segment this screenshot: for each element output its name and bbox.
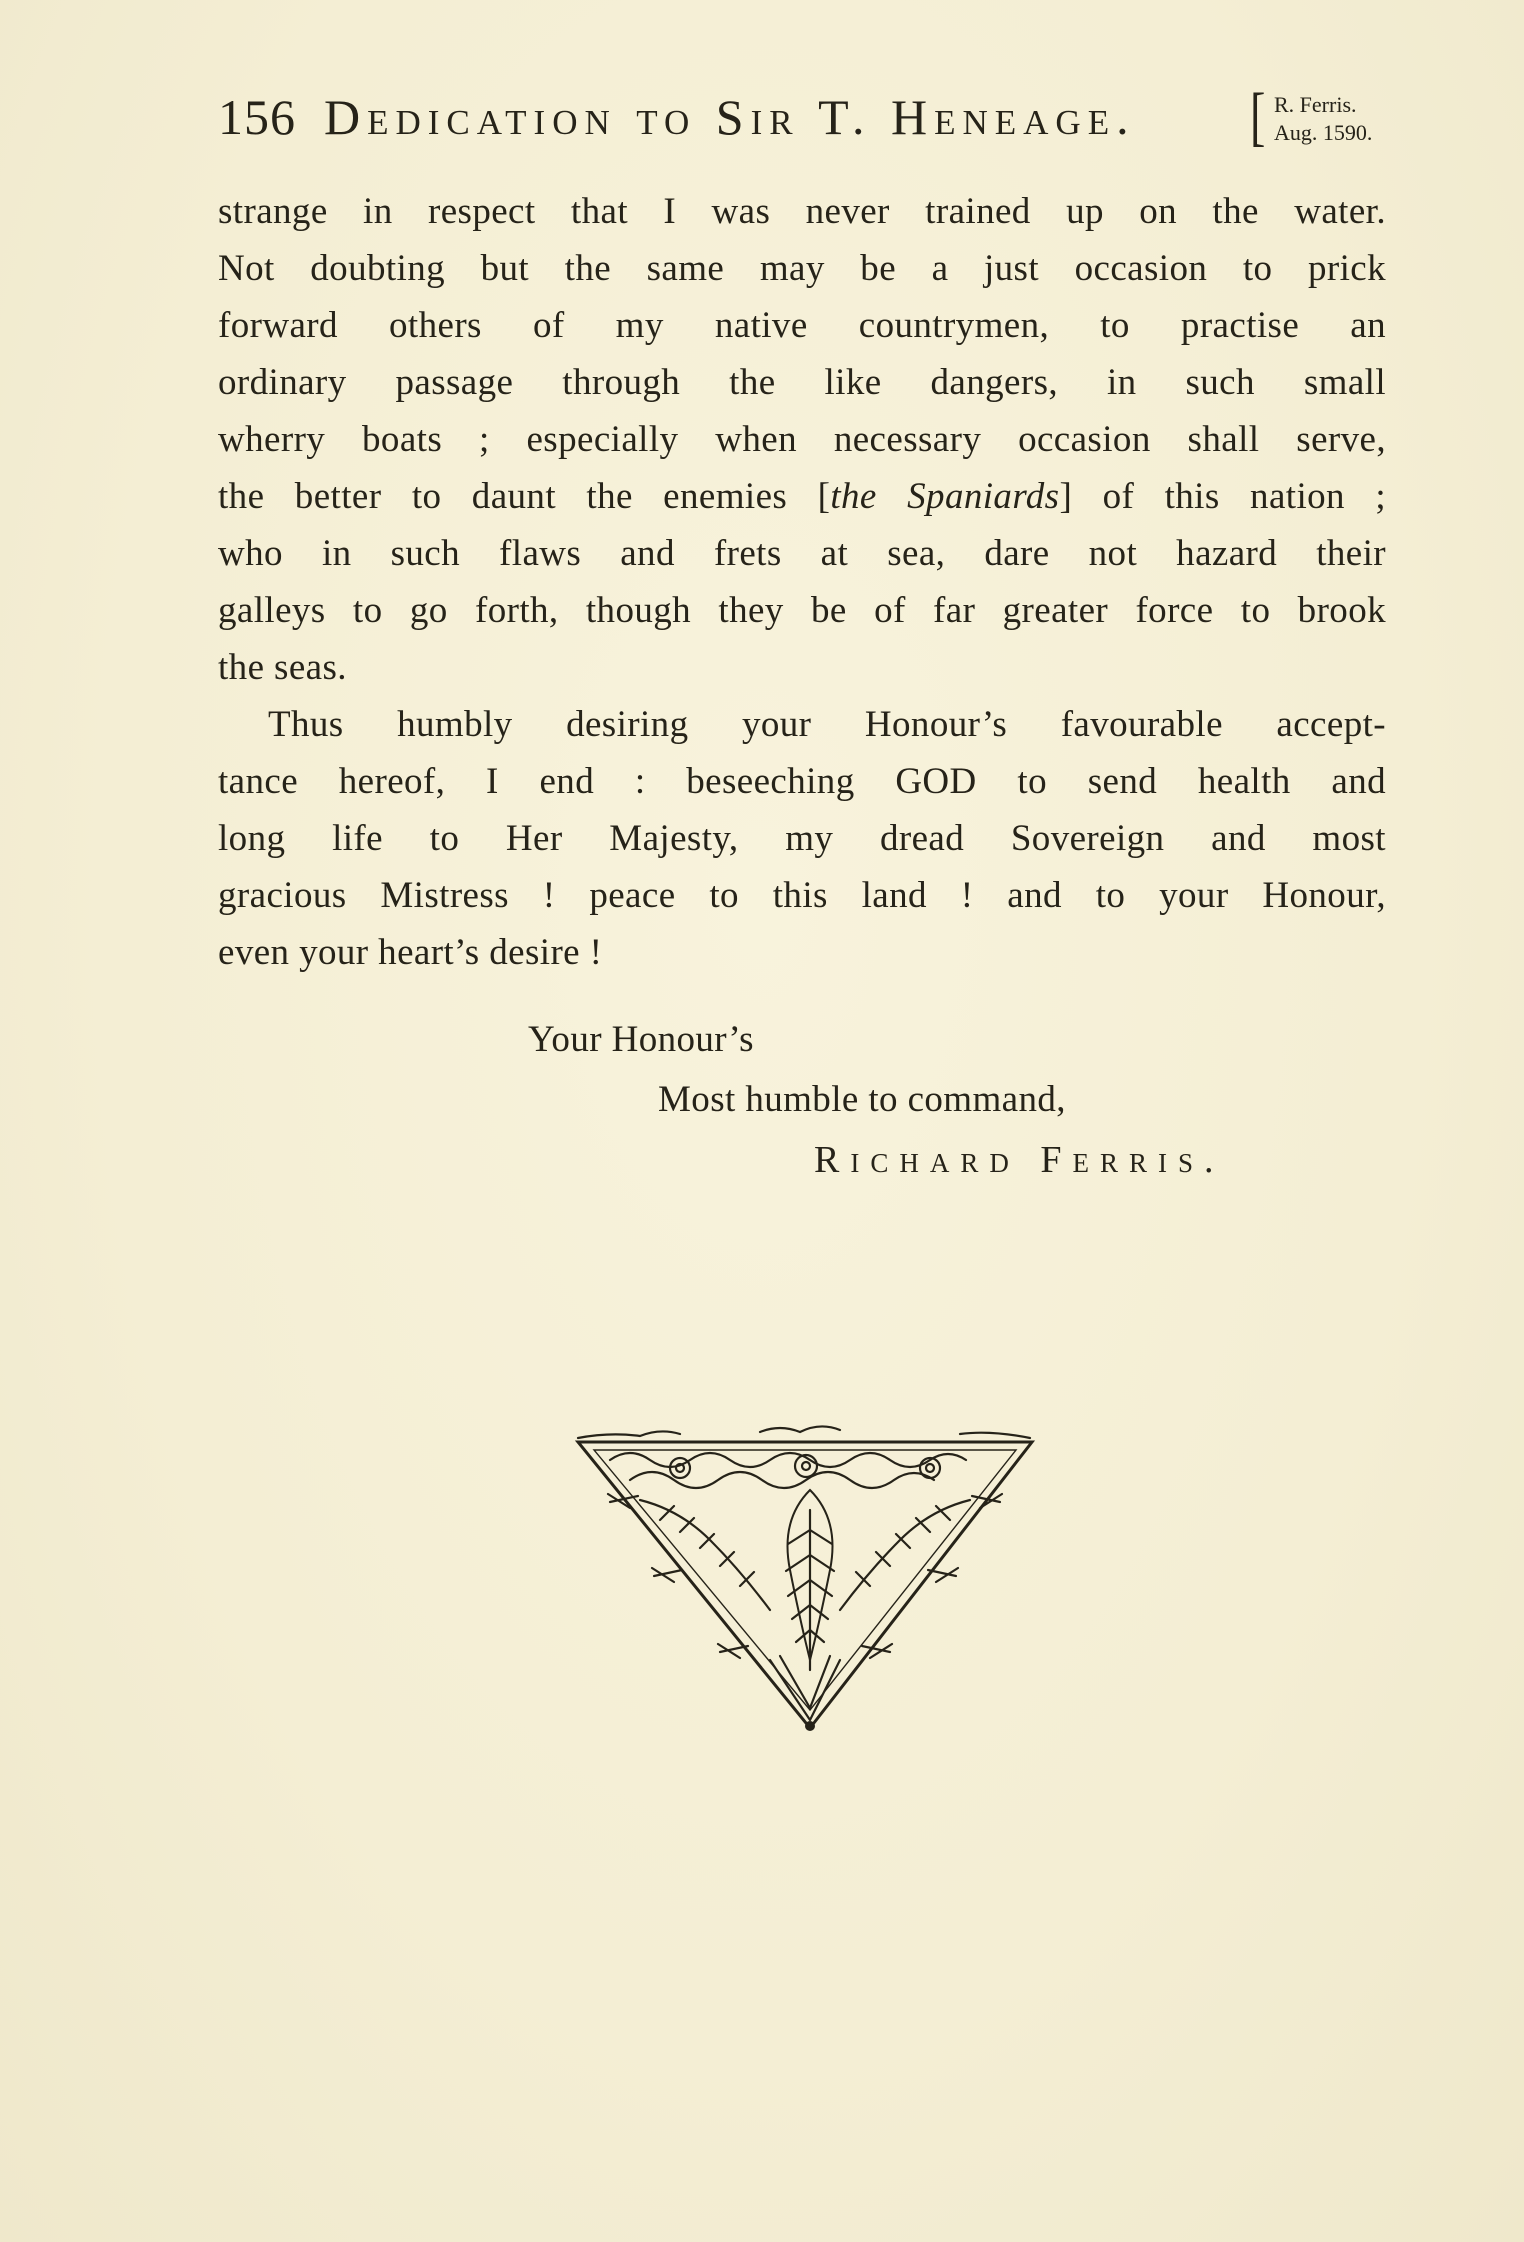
signature: Richard Ferris.	[814, 1139, 1225, 1181]
text-line: wherry boats ; especially when necessary occasion shall serve,	[218, 419, 1386, 460]
running-head-title: Dedication to Sir T. Heneage.	[324, 89, 1136, 145]
text-segment: the better to daunt the enemies	[218, 476, 788, 517]
paragraph-start-line: Thus humbly desiring your Honour’s favourable accept-	[268, 704, 1386, 745]
text-line: Not doubting but the same may be a just occasion to prick	[218, 248, 1386, 289]
floral-triangle-ornament-icon	[570, 1420, 1040, 1740]
text-line: even your heart’s desire !	[218, 932, 603, 973]
sidenote-bracket: [	[1250, 80, 1266, 153]
text-line: long life to Her Majesty, my dread Sovereign and most	[218, 818, 1386, 859]
sidenote-date: Aug. 1590.	[1274, 120, 1373, 145]
body-text	[218, 183, 1386, 981]
text-line-with-interpolation: the better to daunt the enemies [the Spaniards] of this nation ;	[218, 476, 1387, 517]
text-line: gracious Mistress ! peace to this land ! and to your Honour,	[218, 875, 1386, 916]
page-number: 156	[218, 89, 296, 145]
running-head	[218, 80, 1398, 158]
margin-sidenote	[1250, 80, 1400, 153]
text-line: galleys to go forth, though they be of far greater force to brook	[218, 590, 1386, 631]
closing-salutation: Your Honour’s	[528, 1019, 754, 1060]
text-line: ordinary passage through the like dangers, in such small	[218, 362, 1386, 403]
editorial-interpolation: the Spaniards	[830, 476, 1060, 517]
text-line: forward others of my native countrymen, to practise an	[218, 305, 1386, 346]
sidenote-author: R. Ferris.	[1274, 92, 1357, 117]
text-segment: of this nation ;	[1102, 476, 1387, 517]
text-line: tance hereof, I end : beseeching GOD to send health and	[218, 761, 1386, 802]
text-line: strange in respect that I was never trained up on the water.	[218, 191, 1386, 232]
closing-phrase: Most humble to command,	[658, 1079, 1066, 1120]
text-line: who in such flaws and frets at sea, dare not hazard their	[218, 533, 1386, 574]
text-line: the seas.	[218, 647, 347, 688]
